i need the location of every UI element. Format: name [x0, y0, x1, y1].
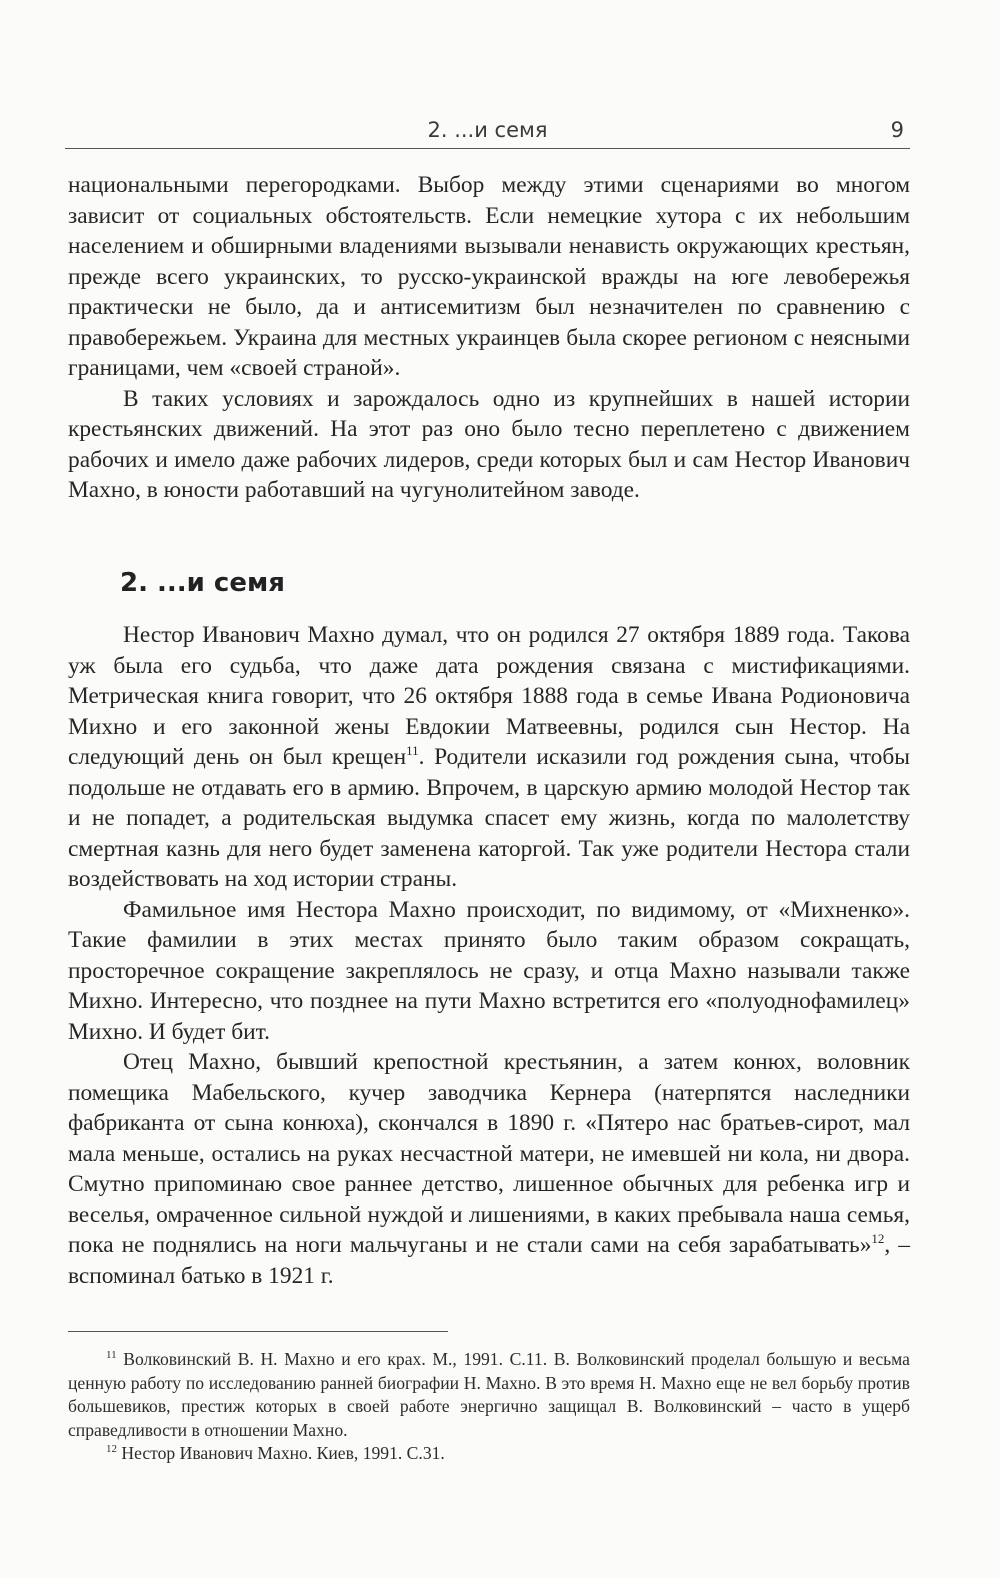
page-number: 9	[890, 118, 904, 142]
section-text-block	[68, 620, 910, 1291]
footnote-ref-12[interactable]: 12	[871, 1231, 885, 1247]
section-paragraph-1	[68, 620, 910, 895]
footnote-11	[68, 1348, 910, 1442]
paragraph-text: . Родители исказили год рождения сына, чтобы подольше не отдавать его в армию. Впрочем, в царскую армию молодой Нестор так и не попадет, а родительская выдумка спасет ему жизнь, когда по малолетству смертная казнь для него будет заменена каторгой. Так уже родители Нестора стали воздействовать на ход истории страны.	[68, 744, 910, 892]
paragraph-text: , – вспоминал батько в 1921 г.	[68, 1232, 910, 1289]
footnotes-block	[68, 1348, 910, 1466]
footnote-divider	[68, 1331, 448, 1332]
section-paragraph-3	[68, 1047, 910, 1291]
footnote-text: Волковинский В. Н. Махно и его крах. М., 1991. С.11. В. Волковинский проделал большую и весьма ценную работу по исследованию ранней биографии Н. Махно. В это время Н. Махно еще не вел борьбу против большевиков, престиж которых в своей работе энергично защищал В. Волковинский – часто в ущерб справедливости в отношении Махно.	[68, 1349, 910, 1440]
running-header	[65, 116, 910, 149]
footnote-mark: 12	[106, 1443, 117, 1456]
paragraph-text: Отец Махно, бывший крепостной крестьянин, а затем конюх, воловник помещика Мабельского, кучер заводчика Кернера (натерпятся наследники фабриканта от сына конюха), скончался в 1890 г. «Пятеро нас братьев-сирот, мал мала меньше, остались на руках несчастной матери, не имевшей ни кола, ни двора. Смутно припоминаю свое раннее детство, лишенное обычных для ребенка игр и веселья, омраченное сильной нуждой и лишениями, в каких пребывала наша семья, пока не поднялись на ноги мальчуганы и не стали сами на себя зарабатывать»	[68, 1049, 910, 1258]
running-header-title: 2. ...и семя	[427, 118, 548, 142]
paragraph-text: Нестор Иванович Махно думал, что он родился 27 октября 1889 года. Такова уж была его судьба, что даже дата рождения связана с мистификациями. Метрическая книга говорит, что 26 октября 1888 года в семье Ивана Родионовича Михно и его законной жены Евдокии Матвеевны, родился сын Нестор. На следующий день он был крещен	[68, 622, 910, 770]
section-paragraph-2: Фамильное имя Нестора Махно происходит, по видимому, от «Михненко». Такие фамилии в этих местах принято было таким образом сокращать, просторечное сокращение закреплялось не сразу, и отца Махно называли также Михно. Интересно, что позднее на пути Махно встретится его «полуоднофамилец» Михно. И будет бит.	[68, 896, 910, 1045]
footnote-ref-11[interactable]: 11	[406, 743, 419, 759]
footnote-text: Нестор Иванович Махно. Киев, 1991. С.31.	[117, 1443, 445, 1463]
intro-paragraph-2: В таких условиях и зарождалось одно из крупнейших в нашей истории крестьянских движений. На этот раз оно было тесно переплетено с движением рабочих и имело даже рабочих лидеров, среди которых был и сам Нестор Иванович Махно, в юности работавший на чугунолитейном заводе.	[68, 385, 910, 503]
section-heading: 2. ...и семя	[120, 568, 285, 598]
intro-text-block	[68, 170, 910, 506]
footnote-12	[68, 1442, 910, 1466]
footnote-mark: 11	[106, 1349, 117, 1362]
intro-paragraph-1: национальными перегородками. Выбор между этими сценариями во многом зависит от социальных обстоятельств. Если немецкие хутора с их небольшим населением и обширными владениями вызывали ненависть окружающих крестьян, прежде всего украинских, то русско-украинской вражды на юге левобережья практически не было, да и антисемитизм был незначителен по сравнению с правобережьем. Украина для местных украинцев была скорее регионом с неясными границами, чем «своей страной».	[68, 172, 910, 381]
